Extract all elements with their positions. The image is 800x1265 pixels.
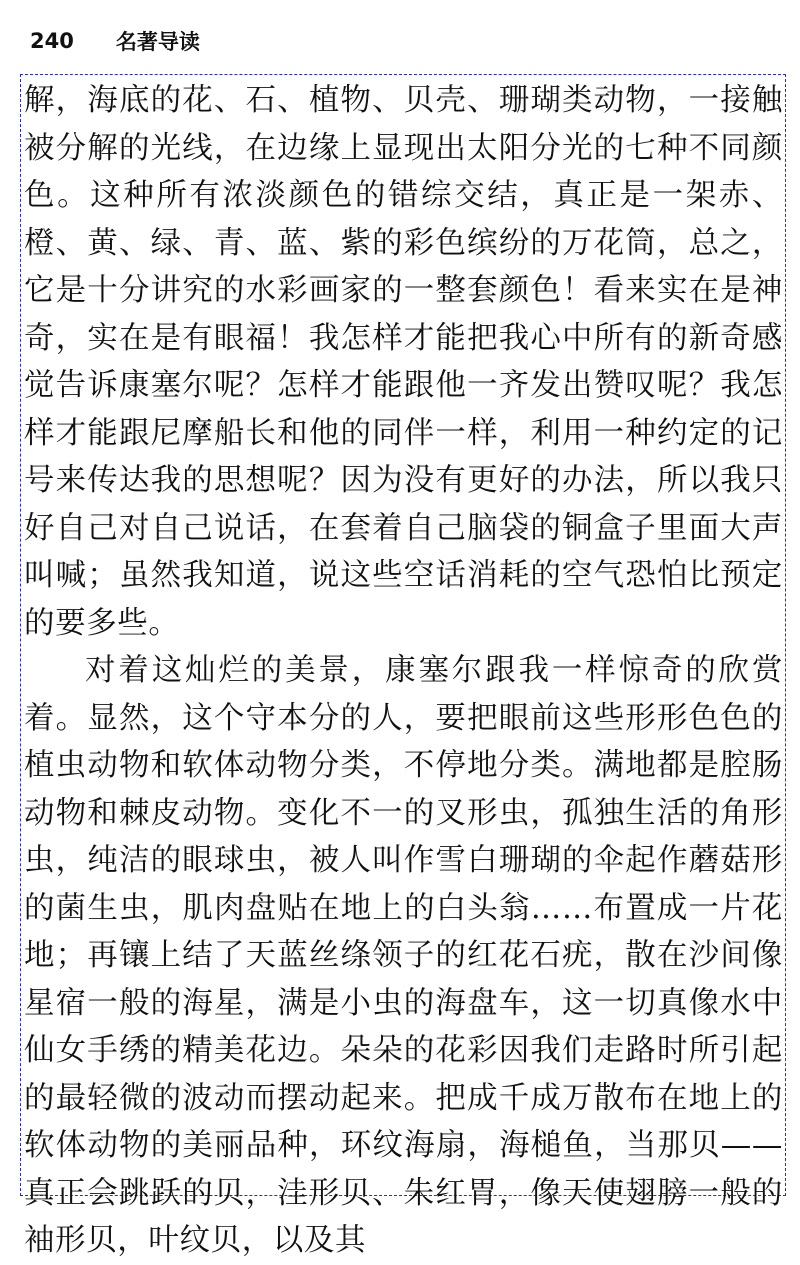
book-title: 名著导读	[115, 30, 200, 54]
page-number: 240	[30, 29, 74, 53]
text-frame	[20, 74, 786, 1258]
paragraph-1: 解，海底的花、石、植物、贝壳、珊瑚类动物，一接触被分解的光线，在边缘上显现出太阳分光的七种不同颜色。这种所有浓淡颜色的错综交结，真正是一架赤、橙、黄、绿、青、蓝、紫的彩色缤纷的万花筒，总之，它是十分讲究的水彩画家的一整套颜色！看来实在是神奇，实在是有眼福！我怎样才能把我心中所有的新奇感觉告诉康塞尔呢？怎样才能跟他一齐发出赞叹呢？我怎样才能跟尼摩船长和他的同伴一样，利用一种约定的记号来传达我的思想呢？因为没有更好的办法，所以我只好自己对自己说话，在套着自己脑袋的铜盒子里面大声叫喊；虽然我知道，说这些空话消耗的空气恐怕比预定的要多些。	[24, 83, 783, 641]
paragraph-2: 对着这灿烂的美景，康塞尔跟我一样惊奇的欣赏着。显然，这个守本分的人，要把眼前这些形形色色的植虫动物和软体动物分类，不停地分类。满地都是腔肠动物和棘皮动物。变化不一的叉形虫，孤独生活的角形虫，纯洁的眼球虫，被人叫作雪白珊瑚的伞起作蘑菇形的菌生虫，肌肉盘贴在地上的白头翁……布置成一片花地；再镶上结了天蓝丝绦领子的红花石疣，散在沙间像星宿一般的海星，满是小虫的海盘车，这一切真像水中仙女手绣的精美花边。朵朵的花彩因我们走路时所引起的最轻微的波动而摆动起来。把成千成万散布在地上的软体动物的美丽品种，环纹海扇，海槌鱼，当那贝——真正会跳跃的贝，洼形贝、朱红胃，像天使翅膀一般的袖形贝，叶纹贝，以及其	[24, 653, 783, 1258]
page-header	[30, 24, 200, 58]
